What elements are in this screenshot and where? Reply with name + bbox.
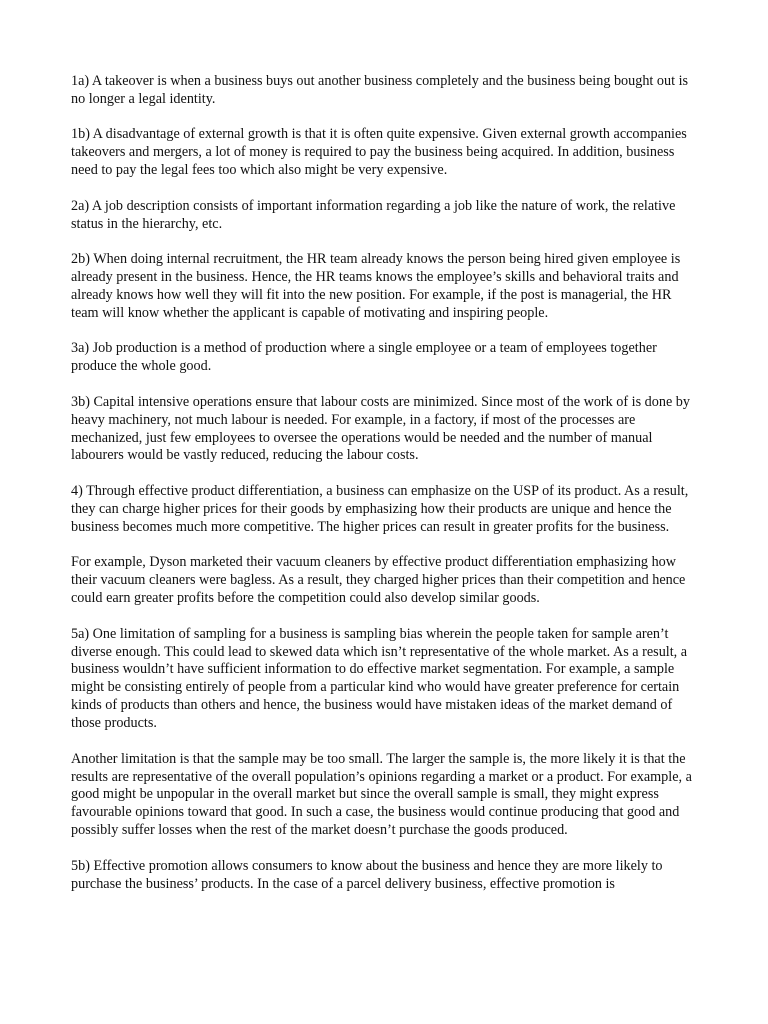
answer-4-example-paragraph: For example, Dyson marketed their vacuum cleaners by effective product differentiation emphasizing how their vacuum cleaners were bagless. As a result, they charged higher prices than their competition and hence could earn greater profits before the competition could also develop similar goods. xyxy=(71,554,686,607)
answer-2b-paragraph: 2b) When doing internal recruitment, the HR team already knows the person being hired given employee is already present in the business. Hence, the HR teams knows the employee’s skills and behavioral traits and already knows how well they will fit into the new position. For example, if the post is managerial, the HR team will know whether the applicant is capable of motivating and inspiring people. xyxy=(71,251,681,321)
answer-3a-paragraph: 3a) Job production is a method of production where a single employee or a team of employees together produce the whole good. xyxy=(71,340,657,375)
answer-4-paragraph: 4) Through effective product differentiation, a business can emphasize on the USP of its product. As a result, they can charge higher prices for their goods by emphasizing how their products are unique and hence the business becomes much more competitive. The higher prices can result in greater profits for the business. xyxy=(71,482,689,535)
document-page xyxy=(71,73,699,911)
answer-5a-second-paragraph: Another limitation is that the sample may be too small. The larger the sample is, the more likely it is that the results are representative of the overall population’s opinions regarding a market or a product. For example, a good might be unpopular in the overall market but since the overall sample is small, they might express favourable opinions toward that good. In such a case, the business would continue producing that good and possibly suffer losses when the rest of the market doesn’t purchase the goods produced. xyxy=(71,750,692,839)
answer-1b-paragraph: 1b) A disadvantage of external growth is that it is often quite expensive. Given external growth accompanies takeovers and mergers, a lot of money is required to pay the business being acquired. In addition, business need to pay the legal fees too which also might be very expensive. xyxy=(71,126,687,179)
answer-1a-paragraph: 1a) A takeover is when a business buys out another business completely and the business being bought out is no longer a legal identity. xyxy=(71,73,689,107)
answer-2a-paragraph: 2a) A job description consists of important information regarding a job like the nature of work, the relative status in the hierarchy, etc. xyxy=(71,197,676,232)
answer-5a-paragraph: 5a) One limitation of sampling for a business is sampling bias wherein the people taken for sample aren’t diverse enough. This could lead to skewed data which isn’t representative of the whole market. As a result, a business wouldn’t have sufficient information to do effective market segmentation. For example, a sample might be consisting entirely of people from a particular kind who would have greater preference for certain kinds of products than others and hence, the business would have mistaken ideas of the market demand of those products. xyxy=(71,625,688,732)
answer-3b-paragraph: 3b) Capital intensive operations ensure that labour costs are minimized. Since most of the work of is done by heavy machinery, not much labour is needed. For example, in a factory, if most of the processes are mechanized, just few employees to oversee the operations would be needed and the number of manual labourers would be vastly reduced, reducing the labour costs. xyxy=(71,393,690,464)
answer-5b-paragraph: 5b) Effective promotion allows consumers to know about the business and hence they are more likely to purchase the business’ products. In the case of a parcel delivery business, effective promotion is xyxy=(71,857,663,892)
